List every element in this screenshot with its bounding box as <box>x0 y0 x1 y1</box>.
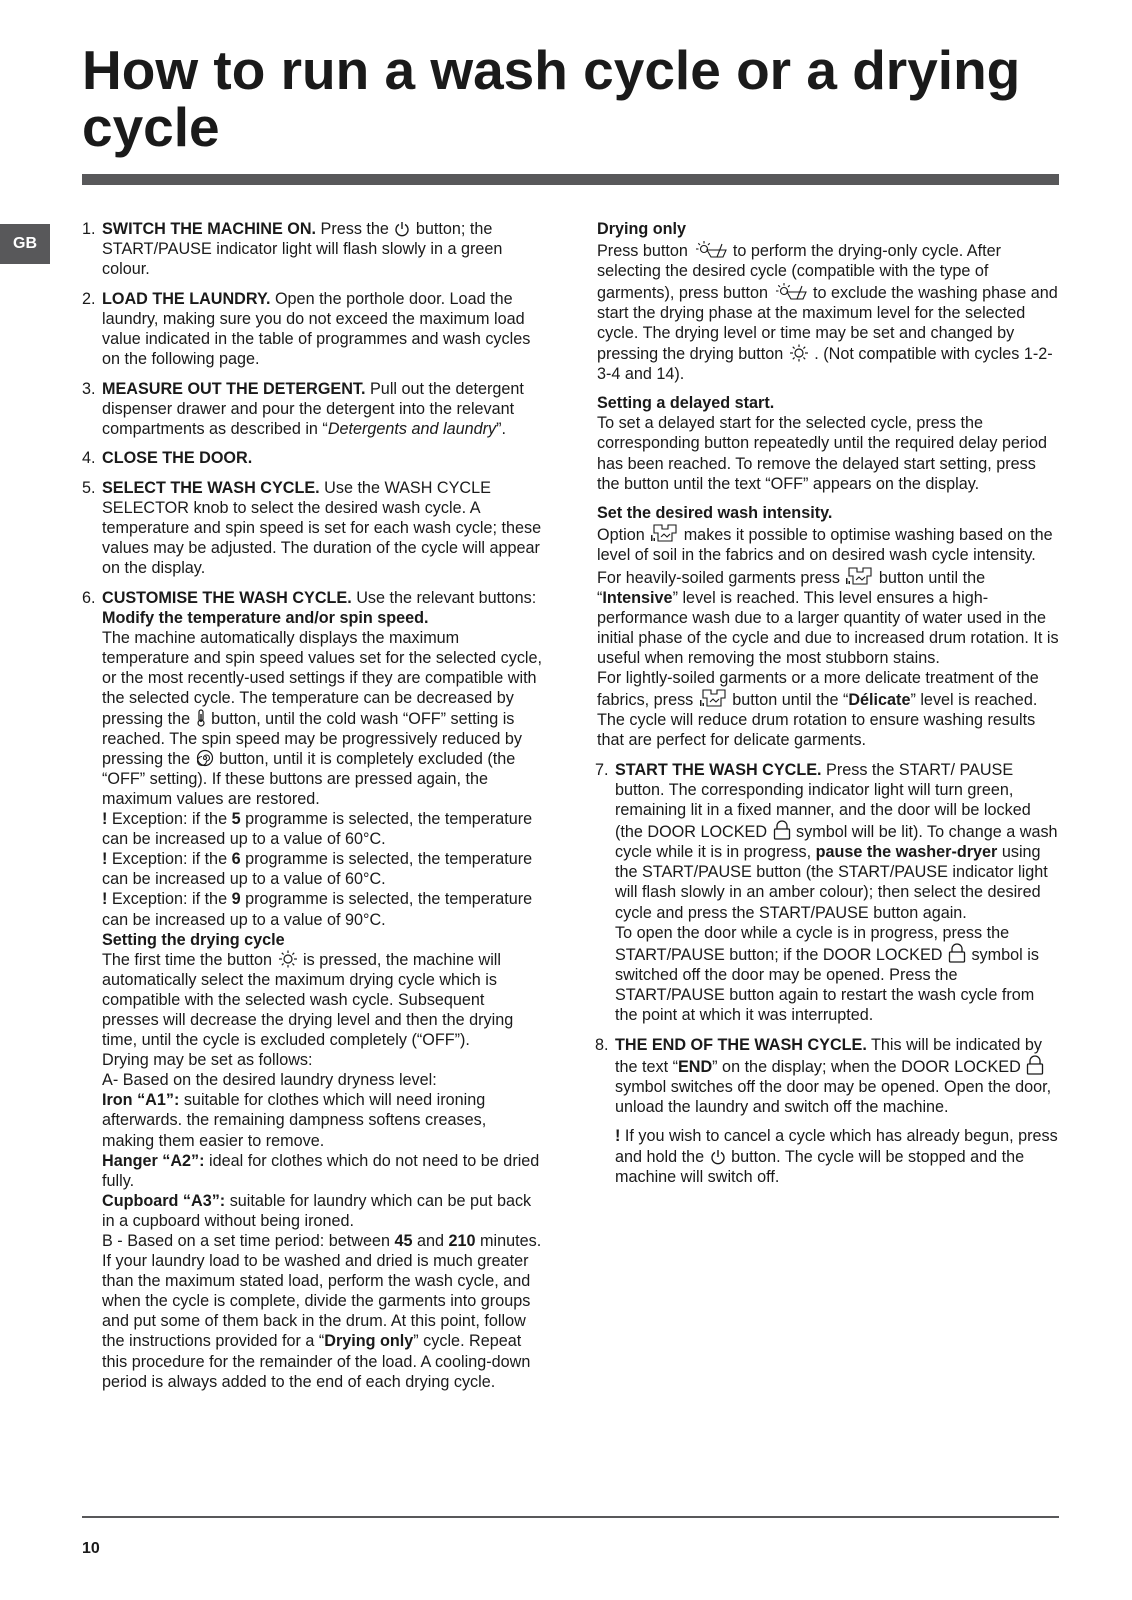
drying-sun-icon <box>789 344 809 362</box>
language-tab: GB <box>0 224 50 264</box>
step-3: 3. MEASURE OUT THE DETERGENT. Pull out the detergent dispenser drawer and pour the detergent into the relevant compartments as described in “Detergents and laundry”. <box>82 379 524 438</box>
temperature-subheading: Modify the temperature and/or spin speed. <box>102 609 429 628</box>
step-5: 5. SELECT THE WASH CYCLE. Use the WASH CYCLE SELECTOR knob to select the desired wash cycle. A temperature and spin speed is set for each wash cycle; these values may be adjusted. The duration of the cycle will appear on the display. <box>82 479 542 578</box>
drying-only-icon <box>693 239 727 259</box>
step-2: 2. LOAD THE LAUNDRY. Open the porthole door. Load the laundry, making sure you do not exceed the maximum load value indicated in the table of programmes and wash cycles on the following page. <box>82 289 531 369</box>
door-locked-icon <box>1026 1055 1044 1075</box>
spin-icon <box>196 749 214 767</box>
wash-intensity-icon <box>845 566 873 586</box>
thermometer-icon <box>196 709 206 727</box>
step-6: 6. CUSTOMISE THE WASH CYCLE. Use the relevant buttons: Modify the temperature and/or spin speed. The machine automatically displays the maximum temperature and spin speed values set for the selected cycle, or the most recently-used settings if they are compatible with the selected cycle. The temperature can be decreased by pressing the button, until the cold wash “OFF” setting is reached. The spin speed may be progressively reduced by pressing the button, until it is completely excluded (the “OFF” setting). If these buttons are pressed again, the maximum values are restored. ! Exception: if the 5 programme is selected, the temperature can be increased up to a value of 60°C. ! Exception: if the 6 programme is selected, the temperature can be increased up to a value of 60°C. ! Exception: if the 9 programme is selected, the temperature can be increased up to a value of 90°C. Setting the drying cycle The first time the button is pressed, the machine will automatically select the maximum drying cycle which is compatible with the selected wash cycle. Subsequent presses will decrease the drying level and then the drying time, until the cycle is excluded completely (“OFF”). Drying may be set as follows: A- Based on the desired laundry dryness level: Iron “A1”: suitable for clothes which will need ironing afterwards. the remaining dampness softens creases, making them easier to remove. Hanger “A2”: ideal for clothes which do not need to be dried fully. Cupboard “A3”: suitable for laundry which can be put back in a cupboard without being ironed. B - Based on a set time period: between 45 and 210 minutes. If your laundry load to be washed and dried is much greater than the maximum stated load, perform the wash cycle, and when the cycle is complete, divide the garments into groups and put some of them back in the drum. At this point, follow the instructions provided for a “Drying only” cycle. Repeat this procedure for the remainder of the load. A cooling-down period is always added to the end of each drying cycle. <box>82 589 543 1391</box>
drying-only-section: Drying only Press button to perform the drying-only cycle. After selecting the desired cycle (compatible with the type of garments), press button to exclude the washing phase and start the drying phase at the maximum level for the selected cycle. The drying level or time may be set and changed by pressing the drying button . (Not compatible with cycles 1-2-3-4 and 14). <box>597 219 1060 384</box>
delayed-start-heading: Setting a delayed start. <box>597 394 775 413</box>
exception-1: ! Exception: if the 5 programme is selected, the temperature can be increased up to a value of 60°C. <box>102 810 533 849</box>
page-title: How to run a wash cycle or a drying cycle <box>82 39 1021 158</box>
door-locked-icon <box>948 943 966 963</box>
page-number: 10 <box>82 1540 100 1557</box>
drying-subheading: Setting the drying cycle <box>102 930 285 949</box>
title-rule <box>82 174 1059 185</box>
step-4: 4. CLOSE THE DOOR. <box>82 449 253 468</box>
cancel-note: ! If you wish to cancel a cycle which has already begun, press and hold the button. The cycle will be stopped and the machine will switch off. <box>615 1127 1058 1186</box>
step-7: 7. START THE WASH CYCLE. Press the START/ PAUSE button. The corresponding indicator light will turn green, remaining lit in a fixed manner, and the door will be locked (the DOOR LOCKED symbol will be lit). To change a wash cycle while it is in progress, pause the washer-dryer using the START/PAUSE button (the START/PAUSE indicator light will flash slowly in an amber colour); then select the desired cycle and press the START/PAUSE button again. To open the door while a cycle is in progress, press the START/PAUSE button; if the DOOR LOCKED symbol is switched off the door may be opened. Press the START/PAUSE button again to restart the wash cycle from the point at which it was interrupted. <box>595 760 1058 1024</box>
drying-only-icon <box>773 281 807 301</box>
drying-sun-icon <box>278 950 298 968</box>
wash-intensity-heading: Set the desired wash intensity. <box>597 504 833 523</box>
wash-intensity-icon <box>650 523 678 543</box>
step-1: 1. SWITCH THE MACHINE ON. Press the button; the START/PAUSE indicator light will flash slowly in a green colour. <box>82 220 503 279</box>
step-8: 8. THE END OF THE WASH CYCLE. This will be indicated by the text “END” on the display; when the DOOR LOCKED symbol switches off the door may be opened. Open the door, unload the laundry and switch off the machine. <box>595 1035 1052 1116</box>
wash-intensity-icon <box>699 688 727 708</box>
power-icon <box>710 1149 726 1165</box>
exception-2: ! Exception: if the 6 programme is selected, the temperature can be increased up to a value of 60°C. <box>102 850 533 889</box>
footer-rule <box>82 1516 1059 1518</box>
right-column <box>597 219 1060 1196</box>
door-locked-icon <box>773 820 791 840</box>
drying-only-heading: Drying only <box>597 220 687 238</box>
power-icon <box>394 221 410 237</box>
left-column <box>82 219 542 1401</box>
wash-intensity-section: Set the desired wash intensity. Option makes it possible to optimise washing based on the level of soil in the fabrics and on desired wash cycle intensity. For heavily-soiled garments press button until the “Intensive” level is reached. This level ensures a high-performance wash due to a larger quantity of water used in the initial phase of the cycle and due to increased drum rotation. It is useful when removing the most stubborn stains. For lightly-soiled garments or a more delicate treatment of the fabrics, press button until the “Délicate” level is reached. The cycle will reduce drum rotation to ensure washing results that are perfect for delicate garments. <box>597 504 1059 750</box>
delayed-start-section: Setting a delayed start. To set a delayed start for the selected cycle, press the corresponding button repeatedly until the required delay period has been reached. To remove the delayed start setting, press the button until the text “OFF” appears on the display. <box>597 393 1060 493</box>
exception-3: ! Exception: if the 9 programme is selected, the temperature can be increased up to a value of 90°C. <box>102 890 533 929</box>
